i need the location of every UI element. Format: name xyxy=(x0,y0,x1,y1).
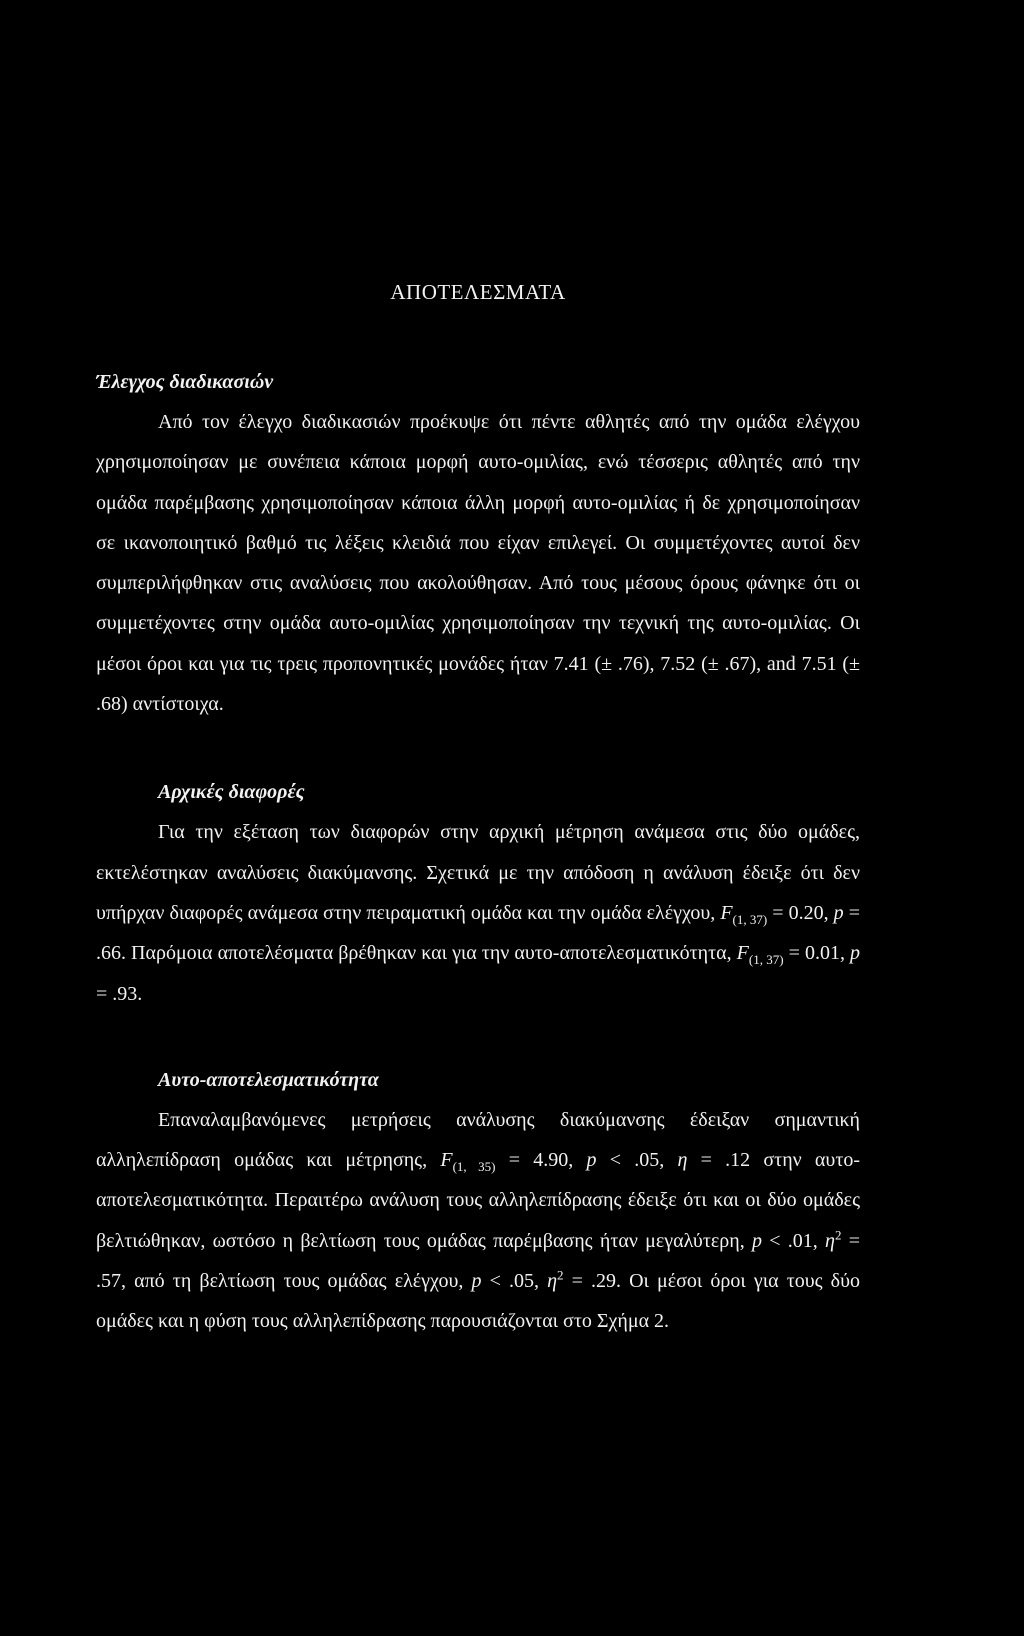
section-heading: Αρχικές διαφορές xyxy=(158,781,305,804)
page-title: ΑΠΟΤΕΛΕΣΜΑΤΑ xyxy=(390,280,566,304)
section-paragraph: Από τον έλεγχο διαδικασιών προέκυψε ότι πέντε αθλητές από την ομάδα ελέγχου χρησιμοποίησαν με συνέπεια κάποια μορφή αυτο-ομιλίας, ενώ τέσσερις αθλητές από την ομάδα παρέμβασης χρησιμοποίησαν κάποια άλλη μορφή αυτο-ομιλίας ή δε χρησιμοποίησαν σε ικανοποιητικό βαθμό τις λέξεις κλειδιά που είχαν επιλεγεί. Οι συμμετέχοντες αυτοί δεν συμπεριλήφθηκαν στις αναλύσεις που ακολούθησαν. Από τους μέσους όρους φάνηκε ότι οι συμμετέχοντες στην ομάδα αυτο-ομιλίας χρησιμοποίησαν την τεχνική της αυτο-ομιλίας. Οι μέσοι όροι και για τις τρεις προπονητικές μονάδες ήταν 7.41 (± .76), 7.52 (± .67), and 7.51 (± .68) αντίστοιχα. xyxy=(96,411,860,716)
section-heading: Έλεγχος διαδικασιών xyxy=(96,371,274,393)
section-paragraph: Για την εξέταση των διαφορών στην αρχική μέτρηση ανάμεσα στις δύο ομάδες, εκτελέστηκαν αναλύσεις διακύμανσης. Σχετικά με την απόδοση η ανάλυση έδειξε ότι δεν υπήρχαν διαφορές ανάμεσα στην πειραματική ομάδα και την ομάδα ελέγχου, $F_{(1, 37)} = 0.20$, p = .66. Παρόμοια αποτελέσματα βρέθηκαν και για την αυτο-αποτελεσματικότητα, $F_{(1, 37)} = 0.01$, p = .93. xyxy=(96,821,860,1005)
section-paragraph: Επαναλαμβανόμενες μετρήσεις ανάλυσης διακύμανσης έδειξαν σημαντική αλληλεπίδραση ομάδας και μέτρησης, $F_{(1, 35)} = 4.90$, p < .05, η = .12 στην αυτο-αποτελεσματικότητα. Περαιτέρω ανάλυση τους αλληλεπίδρασης έδειξε ότι και οι δύο ομάδες βελτιώθηκαν, ωστόσο η βελτίωση τους ομάδας παρέμβασης ήταν μεγαλύτερη, p < .01, $\eta^2 = .57$, από τη βελτίωση τους ομάδας ελέγχου, p < .05, $\eta^2 = .29$. Οι μέσοι όροι για τους δύο ομάδες και η φύση τους αλληλεπίδρασης παρουσιάζονται στο Σχήμα 2. xyxy=(96,1108,861,1333)
section-self-efficacy xyxy=(96,1060,860,1342)
section-procedure-check xyxy=(96,362,860,724)
section-heading: Αυτο-αποτελεσματικότητα xyxy=(158,1068,379,1091)
document-page xyxy=(96,272,860,1342)
section-initial-differences xyxy=(96,772,860,1013)
